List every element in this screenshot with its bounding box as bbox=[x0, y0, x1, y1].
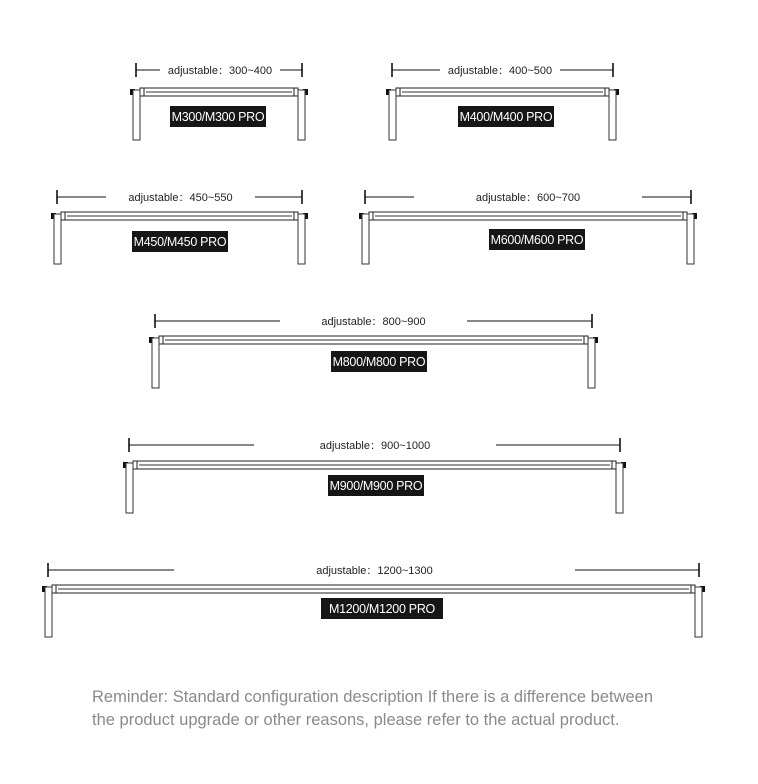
mount-leg-left bbox=[126, 463, 133, 513]
adjustable-label: adjustable： bbox=[475, 192, 538, 204]
collar-left bbox=[140, 88, 144, 96]
adjustable-label: adjustable： bbox=[167, 65, 230, 77]
adjustable-label: adjustable： bbox=[447, 65, 510, 77]
mount-leg-right bbox=[616, 463, 623, 513]
dimension-label bbox=[168, 65, 272, 77]
rod-item bbox=[386, 63, 619, 140]
mount-leg-left bbox=[133, 90, 140, 140]
range-value: 450~550 bbox=[189, 192, 233, 204]
rod-item bbox=[123, 438, 626, 513]
mount-leg-left bbox=[152, 338, 159, 388]
rod-item bbox=[51, 190, 308, 264]
adjustable-label: adjustable： bbox=[321, 316, 383, 328]
mount-leg-left bbox=[45, 587, 52, 637]
collar-right bbox=[612, 461, 616, 469]
mount-leg-right bbox=[695, 587, 702, 637]
range-value: 600~700 bbox=[537, 192, 581, 204]
dimension-label bbox=[128, 192, 232, 204]
mount-leg-left bbox=[362, 214, 369, 264]
collar-right bbox=[584, 336, 588, 344]
collar-right bbox=[294, 212, 298, 220]
model-name: M450/M450 PRO bbox=[133, 235, 227, 249]
model-name: M800/M800 PRO bbox=[332, 355, 426, 369]
range-value: 1200~1300 bbox=[377, 565, 433, 577]
collar-left bbox=[369, 212, 373, 220]
mount-leg-left bbox=[54, 214, 61, 264]
dimension-label bbox=[316, 565, 433, 577]
collar-right bbox=[691, 585, 695, 593]
dimension-label bbox=[448, 65, 552, 77]
collar-right bbox=[683, 212, 687, 220]
collar-left bbox=[61, 212, 65, 220]
collar-left bbox=[159, 336, 163, 344]
mount-leg-right bbox=[588, 338, 595, 388]
model-name: M300/M300 PRO bbox=[171, 110, 265, 124]
rod-item bbox=[149, 314, 598, 388]
collar-left bbox=[133, 461, 137, 469]
collar-left bbox=[396, 88, 400, 96]
model-name: M900/M900 PRO bbox=[329, 479, 423, 493]
adjustable-label: adjustable： bbox=[319, 440, 381, 452]
rod-item bbox=[359, 190, 697, 264]
mount-leg-left bbox=[389, 90, 396, 140]
range-value: 300~400 bbox=[229, 65, 273, 77]
model-name: M600/M600 PRO bbox=[490, 233, 584, 247]
range-value: 900~1000 bbox=[380, 440, 431, 452]
collar-right bbox=[605, 88, 609, 96]
dimension-label bbox=[320, 440, 430, 452]
rod-item bbox=[42, 563, 705, 637]
mount-leg-right bbox=[609, 90, 616, 140]
rod-item bbox=[130, 63, 308, 140]
mount-leg-right bbox=[298, 90, 305, 140]
mount-leg-right bbox=[687, 214, 694, 264]
collar-right bbox=[294, 88, 298, 96]
model-name: M400/M400 PRO bbox=[459, 110, 553, 124]
adjustable-label: adjustable： bbox=[316, 565, 378, 577]
dimension-label bbox=[476, 192, 580, 204]
collar-left bbox=[52, 585, 56, 593]
dimension-label bbox=[321, 316, 425, 328]
reminder-text: Reminder: Standard configuration description If there is a difference between the product upgrade or other reasons, please refer to the actual product. bbox=[92, 688, 654, 729]
range-value: 800~900 bbox=[382, 316, 426, 328]
model-name: M1200/M1200 PRO bbox=[329, 602, 435, 616]
adjustable-label: adjustable： bbox=[128, 192, 190, 204]
range-value: 400~500 bbox=[509, 65, 553, 77]
mount-leg-right bbox=[298, 214, 305, 264]
